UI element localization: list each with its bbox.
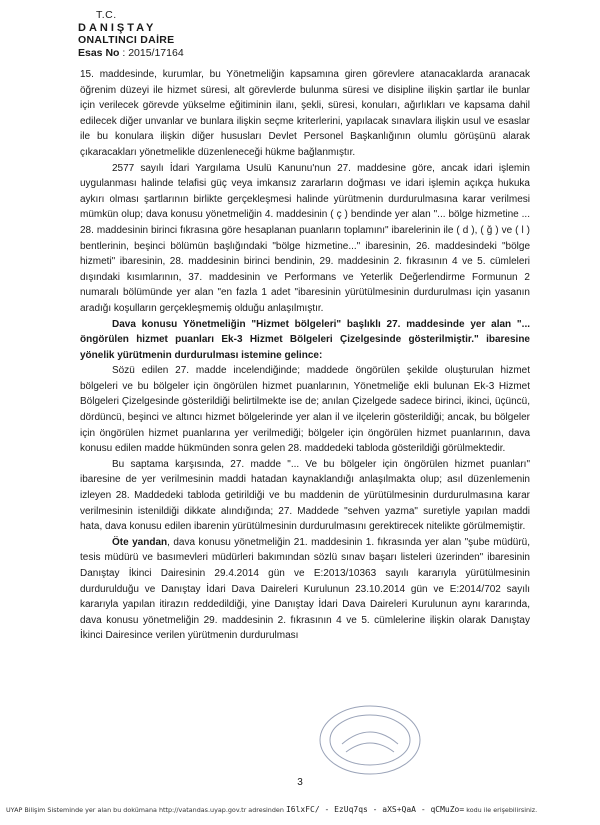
header-tc: T.C.: [96, 9, 117, 21]
header-court-name: DANIŞTAY: [78, 21, 157, 34]
seal-stamp: [312, 700, 430, 778]
verification-code: I6lxFC/ - EzUq7qs - aXS+QaA - qCMuZo=: [285, 805, 465, 814]
footer-prefix: UYAP Bilişim Sisteminde yer alan bu dokümana http://vatandas.uyap.gov.tr adresinden: [6, 806, 284, 814]
paragraph: Sözü edilen 27. madde incelendiğinde; maddede öngörülen şekilde oluşturulan hizmet bölgeleri ve bu bölgeler için öngörülen hizmet puanlarının, Yönetmeliğe ekli bulunan Ek-3 Hizmet Bölgeleri Çizelgesinde gösterildiği belirtilmekte ise de; anılan Çizelgede sadece birinci, ikinci, üçüncü, dördüncü, beşinci ve altıncı hizmet bölgelerinde yer alan il ve ilçelerin gösterildiği; ancak, bu bölgeler için öngörülen hizmet puanlarına yer verilmediği; bölgeler için öngörülen hizmet puanlarının, dava konusu edilen madde hükmünden sonra gelen 28. maddedeki tabloda gösterildiği görülmektedir.: [80, 365, 530, 455]
paragraph: Bu saptama karşısında, 27. madde "... Ve bu bölgeler için öngörülen hizmet puanları" ibaresine de yer verilmesinin maddi hatadan kaynaklandığı anlaşılmakta olup; asıl düzenlemenin izleyen 28. Maddedeki tabloda getirildiği ve bu maddenin de yürütülmesinin durdurulmasına karar verilmesinin istenildiği dikkate alındığında; 27. Maddede "sehven yazma" suretiyle yapılan maddi hata, dava konusu edilen ibarenin yürütülmesinin durdurulmasını gerektirecek nitelikte görülmemiştir.: [80, 458, 530, 533]
paragraph: [80, 535, 530, 644]
page-number: 3: [297, 777, 303, 788]
header-case-number: [78, 47, 184, 60]
paragraph: 2577 sayılı İdari Yargılama Usulü Kanunu'nun 27. maddesine göre, ancak idari işlemin uygulanması halinde telafisi güç veya imkansız zararların doğması ve idari işlemin açıkça hukuka aykırı olması şartlarının birlikte gerçekleşmesi halinde yürütmenin durdurulmasına karar verilmesi mümkün olup; dava konusu yönetmeliğin 4. maddesinin ( ç ) bendinde yer alan "... bölge hizmetine ... 28. maddesinin birinci fıkrasına göre hesaplanan puanların toplamını" ibarelerinin ile ( d ), ( ğ ) ve ( l ) bentlerinin, beşinci bölümün başlığındaki "bölge hizmetine..." ibaresinin, 26. maddesindeki "bölge hizmeti" ibaresinin, 28. maddesinin birinci bendinin, 29. maddesinin 2. fıkrasının 4 ve 5. cümleleri dışındaki kısımlarının, 37. maddesinin ve Performans ve Yeterlik Değerlendirme Formunun 2 numaralı bölümünde yer alan "en fazla 1 adet "ibaresinin yürütülmesinin durdurulması için yasanın aradığı koşulların gerçekleşmemiş olduğu anlaşılmıştır.: [80, 162, 530, 314]
document-header: [78, 9, 184, 59]
footer-suffix: kodu ile erişebilirsiniz.: [466, 806, 538, 814]
paragraph-text: , dava konusu yönetmeliğin 21. maddesinin 1. fıkrasında yer alan "şube müdürü, tesis müdürü ve basımevleri müdürleri bakımından sözlü sınav başarı listeleri üzerinden" ibaresinin Danıştay İkinci Dairesinin 29.4.2014 gün ve E:2013/10363 sayılı kararıyla yürütülmesinin durdurulduğu ve Danıştay İdari Dava Daireleri Kurulunun 23.10.2014 gün ve E:2014/702 sayılı kararıyla yapılan itirazın reddedildiği, yine Danıştay İdari Dava Daireleri Kurulunun aynı kararında, dava konusu yönetmeliğin 29. maddesinin 2. fıkrasının 4 ve 5. cümlelerine ilişkin olarak Danıştay İkinci Dairesince verilen yürütmenin durdurulması: [80, 536, 530, 642]
paragraph-lead: Öte yandan: [112, 536, 168, 548]
footer-verification: [6, 805, 594, 814]
paragraph: 15. maddesinde, kurumlar, bu Yönetmeliğin kapsamına giren görevlere atanacaklarda aranacak öğrenim düzeyi ile hizmet süresi, alt görevlerde bulunma süresi ve disipline ilişkin şartlar ile bunlar için verilecek görevde yükselme eğitiminin ilanı, şekli, süresi, konuları, ağırlıkları ve kapsama dahil edilecek diğer unvanlar ve bunlara ilişkin seçme kriterlerini, yapılacak sınavlara ilişkin usul ve esaslar ile bu konulara ilişkin diğer hususları Devlet Personel Başkanlığının olumlu görüşünü alarak çıkaracakları yönetmelikle düzenleneceği hükme bağlanmıştır.: [80, 69, 530, 158]
case-number-label: Esas No: [78, 46, 120, 59]
header-chamber-name: ONALTINCI DAİRE: [78, 34, 175, 46]
section-heading: Dava konusu Yönetmeliğin "Hizmet bölgeleri" başlıklı 27. maddesinde yer alan "... öngörülen hizmet puanları Ek-3 Hizmet Bölgeleri Çizelgesinde gösterilmiştir." ibaresine yönelik yürütmenin durdurulması istemine gelince:: [80, 318, 530, 361]
case-number-value: : 2015/17164: [122, 46, 184, 59]
document-body: [80, 67, 530, 644]
